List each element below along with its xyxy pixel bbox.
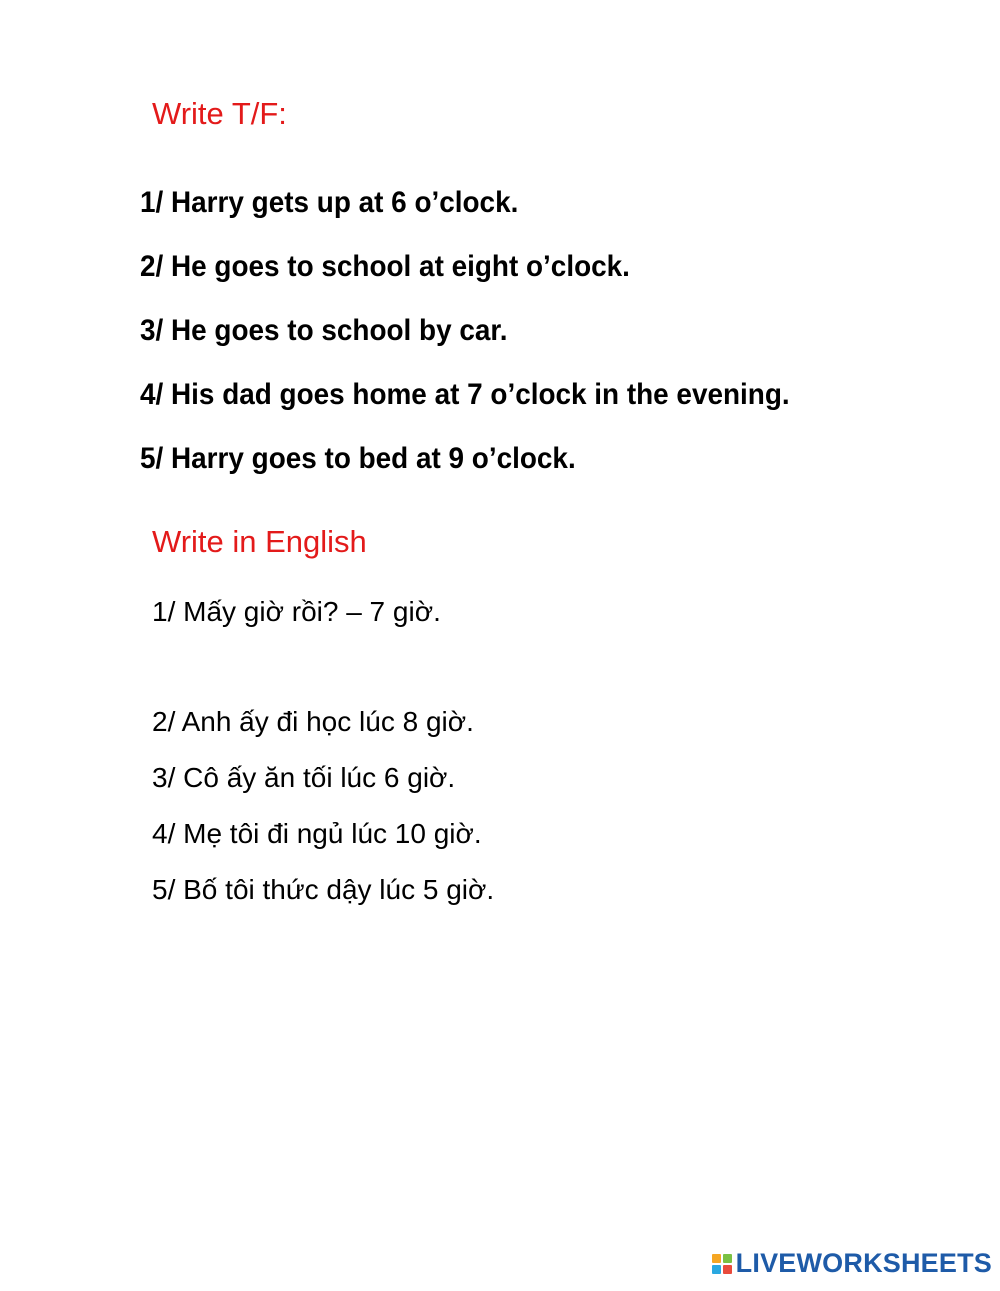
tf-statement-3: 3/ He goes to school by car. xyxy=(140,314,508,347)
liveworksheets-brand xyxy=(712,1248,992,1279)
translate-prompt-4: 4/ Mẹ tôi đi ngủ lúc 10 giờ. xyxy=(152,818,482,849)
tf-statement-1: 1/ Harry gets up at 6 o’clock. xyxy=(140,186,519,219)
tf-section-heading: Write T/F: xyxy=(152,96,287,131)
translate-section-heading: Write in English xyxy=(152,524,367,559)
translate-prompt-5: 5/ Bố tôi thức dậy lúc 5 giờ. xyxy=(152,874,495,905)
tf-statement-5: 5/ Harry goes to bed at 9 o’clock. xyxy=(140,442,576,475)
translate-prompt-3: 3/ Cô ấy ăn tối lúc 6 giờ. xyxy=(152,762,456,793)
tf-statement-4: 4/ His dad goes home at 7 o’clock in the evening. xyxy=(140,378,790,411)
translate-prompt-1: 1/ Mấy giờ rồi? – 7 giờ. xyxy=(152,596,441,627)
translate-prompt-2: 2/ Anh ấy đi học lúc 8 giờ. xyxy=(152,706,474,737)
liveworksheets-wordmark: LIVEWORKSHEETS xyxy=(735,1248,992,1278)
liveworksheets-logo-icon xyxy=(712,1254,732,1274)
tf-statement-2: 2/ He goes to school at eight o’clock. xyxy=(140,250,630,283)
